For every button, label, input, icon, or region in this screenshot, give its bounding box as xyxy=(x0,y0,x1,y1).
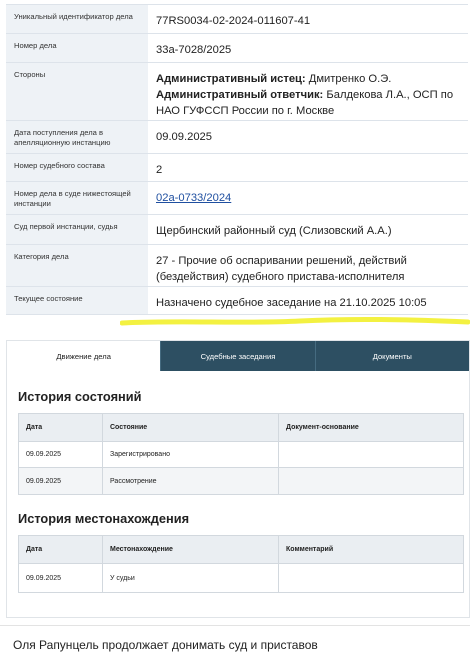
current-status-value: Назначено судебное заседание на 21.10.2025 10:05 xyxy=(156,297,427,309)
defendant-name: Балдекова Л.А., ОСП по НАО ГУФССП России по г. Москве xyxy=(156,89,454,117)
highlight-marker xyxy=(120,314,470,328)
case-details-panel xyxy=(6,340,470,618)
defendant-role: Административный ответчик: xyxy=(156,89,324,101)
tab-court-hearings[interactable]: Судебные заседания xyxy=(160,341,314,371)
divider xyxy=(0,625,470,626)
case-number-label: Номер дела xyxy=(6,34,148,62)
table-header xyxy=(19,536,463,564)
table-row xyxy=(19,442,463,468)
table-cell xyxy=(279,442,463,467)
table-cell xyxy=(279,468,463,494)
table-cell: 09.09.2025 xyxy=(19,564,103,592)
lower-court-case-link[interactable]: 02а-0733/2024 xyxy=(156,192,232,204)
location-history-table xyxy=(18,535,464,593)
defendant-line xyxy=(156,87,462,119)
column-header: Местонахождение xyxy=(103,536,279,563)
parties-row xyxy=(6,63,468,121)
lower-court-case-label: Номер дела в суде нижестоящей инстанции xyxy=(6,182,148,214)
panel-number-row xyxy=(6,154,468,182)
first-instance-court-value: Щербинский районный суд (Слизовский А.А.) xyxy=(156,225,392,237)
case-category-row xyxy=(6,245,468,287)
case-number-row xyxy=(6,34,468,63)
table-cell: Рассмотрение xyxy=(103,468,279,494)
column-header: Состояние xyxy=(103,414,279,441)
current-status-label: Текущее состояние xyxy=(6,287,148,314)
table-row xyxy=(19,468,463,494)
first-instance-court-label: Суд первой инстанции, судья xyxy=(6,215,148,244)
parties-value xyxy=(148,63,468,120)
table-header xyxy=(19,414,463,442)
receipt-date-row xyxy=(6,121,468,154)
case-uid-label: Уникальный идентификатор дела xyxy=(6,5,148,33)
case-category-label: Категория дела xyxy=(6,245,148,286)
panel-number-label: Номер судебного состава xyxy=(6,154,148,181)
lower-court-case-row xyxy=(6,182,468,215)
plaintiff-name: Дмитренко О.Э. xyxy=(305,73,392,85)
parties-label: Стороны xyxy=(6,63,148,120)
table-cell: Зарегистрировано xyxy=(103,442,279,467)
table-row xyxy=(19,564,463,592)
tab-documents[interactable]: Документы xyxy=(315,341,469,371)
status-history-title: История состояний xyxy=(18,389,142,404)
case-category-value: 27 - Прочие об оспаривании решений, действий (бездействия) судебного пристава-исполнителя xyxy=(156,255,407,283)
first-instance-court-row xyxy=(6,215,468,245)
plaintiff-role: Административный истец: xyxy=(156,73,306,85)
case-number-value: 33а-7028/2025 xyxy=(156,44,232,56)
panel-number-value: 2 xyxy=(156,164,163,176)
column-header: Дата xyxy=(19,536,103,563)
case-info-table xyxy=(6,4,468,315)
receipt-date-label: Дата поступления дела в апелляционную инстанцию xyxy=(6,121,148,153)
current-status-row xyxy=(6,287,468,315)
lower-court-case-value xyxy=(148,182,468,214)
case-uid-value: 77RS0034-02-2024-011607-41 xyxy=(156,15,311,27)
table-cell: 09.09.2025 xyxy=(19,442,103,467)
column-header: Комментарий xyxy=(286,546,334,553)
table-cell: 09.09.2025 xyxy=(19,468,103,494)
status-history-table xyxy=(18,413,464,495)
post-caption: Оля Рапунцель продолжает донимать суд и приставов xyxy=(13,638,318,652)
column-header: Документ-основание xyxy=(286,424,359,431)
plaintiff-line xyxy=(156,71,462,87)
location-history-title: История местонахождения xyxy=(18,511,190,526)
receipt-date-value: 09.09.2025 xyxy=(156,131,212,143)
case-uid-row xyxy=(6,5,468,34)
tab-bar xyxy=(7,341,469,371)
column-header: Дата xyxy=(19,414,103,441)
table-cell: У судьи xyxy=(103,564,279,592)
table-cell xyxy=(279,564,463,592)
tab-case-movement[interactable]: Движение дела xyxy=(7,341,160,371)
